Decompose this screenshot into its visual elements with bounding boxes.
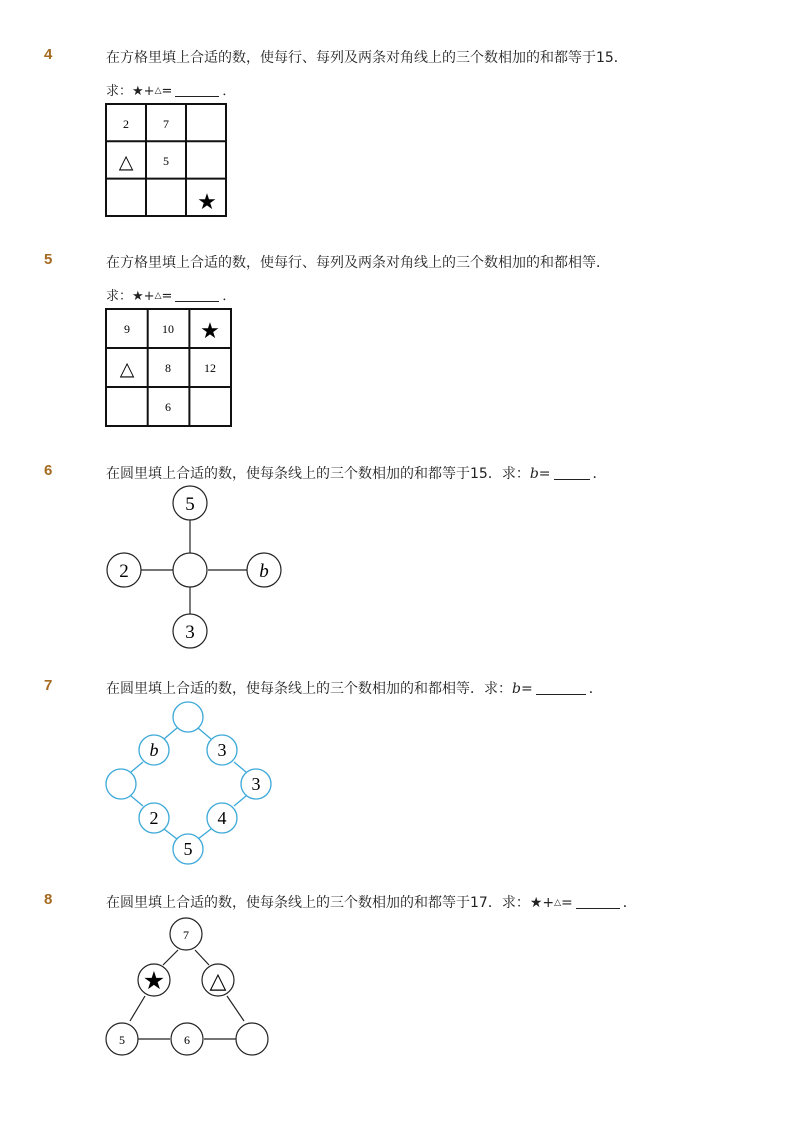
- equals-sign: =: [561, 895, 573, 911]
- ask-end: ．: [222, 84, 236, 99]
- question-number-8: 8: [44, 891, 53, 908]
- cross-circle-diagram-6: [100, 482, 290, 652]
- star-symbol: ★: [529, 895, 543, 911]
- triangle-circle-diagram-8: [100, 914, 275, 1060]
- grid-cell-r3c2: 6: [165, 400, 171, 414]
- node-right: 3: [251, 774, 261, 794]
- question-number-7: 7: [44, 677, 53, 694]
- grid-cell-r2c2: 8: [165, 361, 171, 375]
- node-right: b: [259, 561, 269, 582]
- node-bottom-left: 5: [119, 1033, 125, 1047]
- node-top: 7: [183, 928, 189, 942]
- answer-blank[interactable]: [554, 467, 590, 480]
- question-text: 在圆里填上合适的数，使每条线上的三个数相加的和都相等．求：: [106, 681, 512, 697]
- equals-sign: =: [520, 681, 533, 697]
- question-text: 在圆里填上合适的数，使每条线上的三个数相加的和都等于15．求：: [106, 466, 530, 482]
- plus-sign: +: [542, 895, 555, 911]
- triangle-symbol: △: [154, 86, 162, 96]
- question-number-4: 4: [44, 46, 53, 63]
- equals-sign: =: [161, 289, 173, 304]
- node-bottom: 3: [185, 622, 195, 643]
- grid-cell-r2c2: 5: [163, 154, 169, 168]
- ask-prefix: 求：: [106, 84, 133, 99]
- question-number-6: 6: [44, 462, 53, 479]
- star-symbol: ★: [132, 84, 144, 99]
- node-upper-left: b: [149, 740, 159, 760]
- question-ask-5: [106, 285, 235, 304]
- ask-end: ．: [592, 466, 607, 482]
- answer-blank[interactable]: [175, 289, 219, 302]
- question-text-5: 在方格里填上合适的数，使每行、每列及两条对角线上的三个数相加的和都相等．: [106, 255, 610, 271]
- node-lower-right: 4: [217, 808, 227, 828]
- magic-square-grid-4: [104, 102, 230, 219]
- question-text-6: [106, 463, 607, 483]
- variable-b: b: [529, 466, 539, 482]
- answer-blank[interactable]: [536, 682, 586, 695]
- plus-sign: +: [143, 84, 155, 99]
- grid-cell-r1c2: 7: [163, 117, 169, 131]
- grid-cell-r1c2: 10: [162, 322, 174, 336]
- question-ask-4: [106, 80, 235, 99]
- question-text-8: [106, 892, 637, 912]
- grid-cell-r1c1: 9: [124, 322, 130, 336]
- ask-end: ．: [622, 895, 637, 911]
- variable-b: b: [512, 681, 521, 697]
- triangle-symbol: △: [154, 291, 162, 301]
- question-number-5: 5: [44, 251, 53, 268]
- diamond-circle-diagram-7: [100, 700, 280, 866]
- node-bottom: 5: [183, 839, 193, 859]
- node-left: 2: [119, 561, 129, 582]
- question-text: 在圆里填上合适的数，使每条线上的三个数相加的和都等于17．求：: [106, 895, 530, 911]
- equals-sign: =: [538, 466, 551, 482]
- star-icon: ★: [197, 189, 217, 214]
- star-icon: ★: [142, 968, 166, 995]
- ask-end: ．: [222, 289, 236, 304]
- answer-blank[interactable]: [576, 896, 620, 909]
- triangle-symbol: △: [554, 898, 562, 908]
- plus-sign: +: [143, 289, 155, 304]
- ask-end: ．: [588, 681, 603, 697]
- grid-cell-r1c1: 2: [123, 117, 129, 131]
- triangle-icon: △: [118, 152, 134, 173]
- ask-prefix: 求：: [106, 289, 133, 304]
- equals-sign: =: [161, 84, 173, 99]
- question-text-7: [106, 678, 603, 698]
- question-text-4: 在方格里填上合适的数，使每行、每列及两条对角线上的三个数相加的和都等于15．: [106, 50, 628, 66]
- triangle-icon: △: [209, 968, 227, 993]
- node-upper-right: 3: [217, 740, 227, 760]
- magic-square-grid-5: [104, 307, 234, 429]
- node-bottom-mid: 6: [184, 1033, 190, 1047]
- star-symbol: ★: [132, 289, 144, 304]
- triangle-icon: △: [119, 359, 135, 380]
- grid-cell-r2c3: 12: [204, 361, 216, 375]
- node-lower-left: 2: [149, 808, 159, 828]
- star-icon: ★: [200, 318, 220, 343]
- answer-blank[interactable]: [175, 84, 219, 97]
- node-top: 5: [185, 494, 195, 515]
